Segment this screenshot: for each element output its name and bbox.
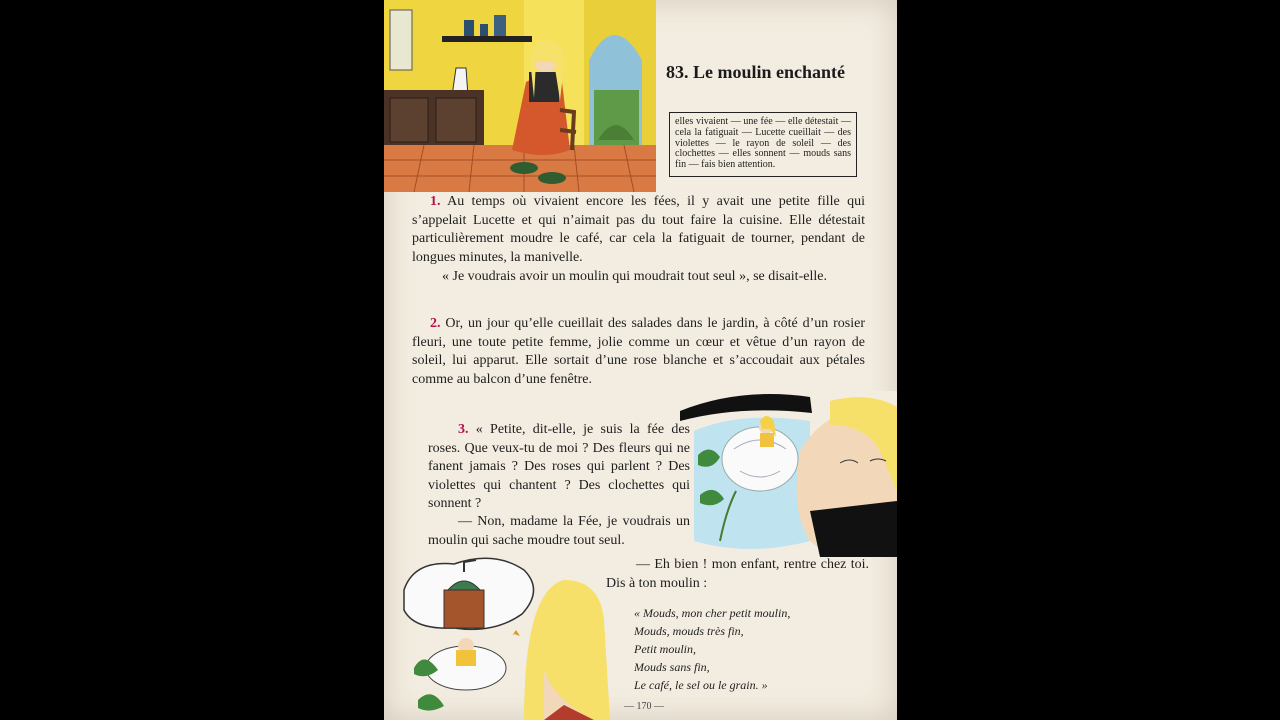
paragraph-3 — [428, 421, 690, 514]
paragraph-text: — Non, madame la Fée, je voudrais un moulin qui sache moudre tout seul. — [428, 514, 690, 548]
paragraph-text: « Petite, dit-elle, je suis la fée des roses. Que veux-tu de moi ? Des fleurs qui ne fanent jamais ? Des roses qui parlent ? Des violettes qui chantent ? Des clochettes qui sonnent ? — [428, 422, 690, 512]
paragraph-text: Au temps où vivaient encore les fées, il y avait une petite fille qui s’appelait Lucette et qui n’aimait pas du tout faire la cuisine. Elle détestait particulièrement moudre le café, car cela la fatiguait de tourner, pendant de longues minutes, la manivelle. — [412, 194, 865, 265]
illustration-fairy-rose — [680, 391, 897, 557]
paragraph-final — [606, 556, 869, 593]
paragraph-1 — [412, 193, 865, 267]
lesson-title: 83. Le moulin enchanté — [666, 62, 846, 82]
vocabulary-box: elles vivaient — une fée — elle détestait — cela la fatiguait — Lucette cueillait — des violettes — le rayon de soleil — des clochettes — elles sonnent — mouds sans fin — fais bien attention. — [669, 112, 857, 177]
book-page — [384, 0, 897, 720]
poem-line: « Mouds, mon cher petit moulin, — [634, 606, 791, 620]
paragraph-number: 1. — [430, 194, 441, 209]
paragraph-text: « Je voudrais avoir un moulin qui moudrait tout seul », se disait-elle. — [442, 269, 827, 284]
poem-line: Petit moulin, — [634, 642, 696, 656]
poem-line: Mouds, mouds très fin, — [634, 624, 744, 638]
poem-line: Le café, le sel ou le grain. » — [634, 678, 768, 692]
poem-line: Mouds sans fin, — [634, 660, 710, 674]
paragraph-text: — Eh bien ! mon enfant, rentre chez toi. Dis à ton moulin : — [606, 557, 869, 591]
paragraph-number: 3. — [458, 422, 469, 437]
paragraph-number: 2. — [430, 316, 441, 331]
page-number: — 170 — — [624, 701, 664, 712]
paragraph-2 — [412, 315, 865, 389]
poem — [634, 604, 790, 694]
illustration-coffee-mill — [394, 550, 610, 720]
paragraph-1-quote — [412, 268, 865, 287]
illustration-kitchen — [384, 0, 656, 192]
paragraph-3-reply — [428, 513, 690, 550]
paragraph-text: Or, un jour qu’elle cueillait des salades dans le jardin, à côté d’un rosier fleuri, une toute petite femme, jolie comme un cœur et vêtue d’un rayon de soleil, lui apparut. Elle sortait d’une rose blanche et s’accoudait aux pétales comme au balcon d’une fenêtre. — [412, 316, 865, 387]
